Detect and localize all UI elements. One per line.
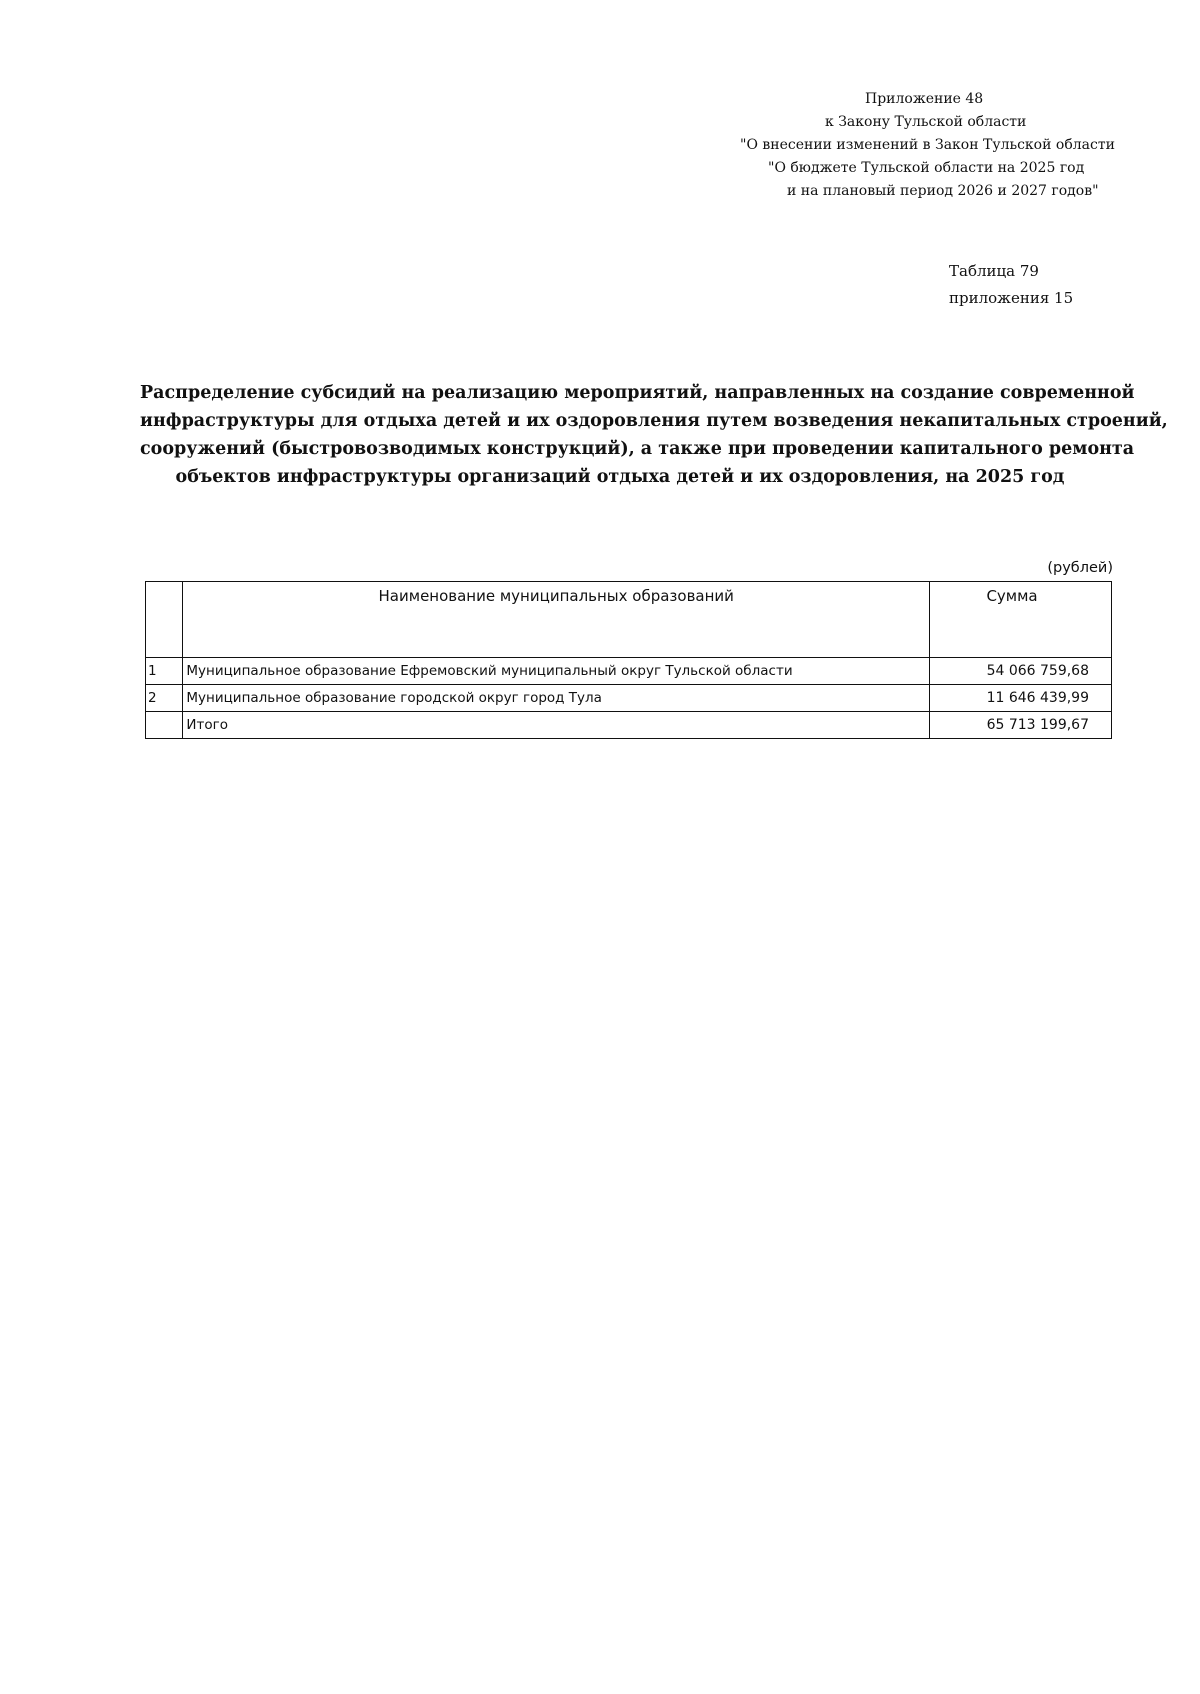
subsidy-table bbox=[145, 581, 1112, 739]
row-name: Муниципальное образование Ефремовский муниципальный округ Тульской области bbox=[183, 658, 930, 685]
header-number bbox=[146, 582, 183, 658]
title-line: сооружений (быстровозводимых конструкций), а также при проведении капитального ремонта bbox=[140, 439, 1135, 459]
appendix-header bbox=[700, 88, 1140, 203]
table-reference bbox=[949, 258, 1073, 312]
table-reference-line: Таблица 79 bbox=[949, 262, 1039, 280]
table-reference-line: приложения 15 bbox=[949, 289, 1074, 307]
header-name: Наименование муниципальных образований bbox=[183, 582, 930, 658]
title-line: объектов инфраструктуры организаций отдыха детей и их оздоровления, на 2025 год bbox=[175, 467, 1065, 487]
row-name: Муниципальное образование городской округ город Тула bbox=[183, 685, 930, 712]
row-number: 1 bbox=[146, 658, 183, 685]
appendix-line: и на плановый период 2026 и 2027 годов" bbox=[787, 183, 1099, 199]
total-sum: 65 713 199,67 bbox=[930, 712, 1112, 739]
row-sum: 11 646 439,99 bbox=[930, 685, 1112, 712]
title-line: Распределение субсидий на реализацию мероприятий, направленных на создание современной bbox=[140, 383, 1135, 403]
appendix-line: "О внесении изменений в Закон Тульской области bbox=[740, 137, 1115, 153]
units-label: (рублей) bbox=[1047, 560, 1113, 576]
title-line: инфраструктуры для отдыха детей и их оздоровления путем возведения некапитальных строений, bbox=[140, 411, 1168, 431]
table-total-row bbox=[146, 712, 1112, 739]
table-row bbox=[146, 658, 1112, 685]
row-number bbox=[146, 712, 183, 739]
header-sum: Сумма bbox=[930, 582, 1112, 658]
row-number: 2 bbox=[146, 685, 183, 712]
document-title bbox=[140, 379, 1168, 491]
row-sum: 54 066 759,68 bbox=[930, 658, 1112, 685]
appendix-line: "О бюджете Тульской области на 2025 год bbox=[768, 160, 1085, 176]
appendix-line: к Закону Тульской области bbox=[825, 114, 1027, 130]
table-header-row bbox=[146, 582, 1112, 658]
table-row bbox=[146, 685, 1112, 712]
appendix-line: Приложение 48 bbox=[865, 91, 984, 107]
total-label: Итого bbox=[183, 712, 930, 739]
